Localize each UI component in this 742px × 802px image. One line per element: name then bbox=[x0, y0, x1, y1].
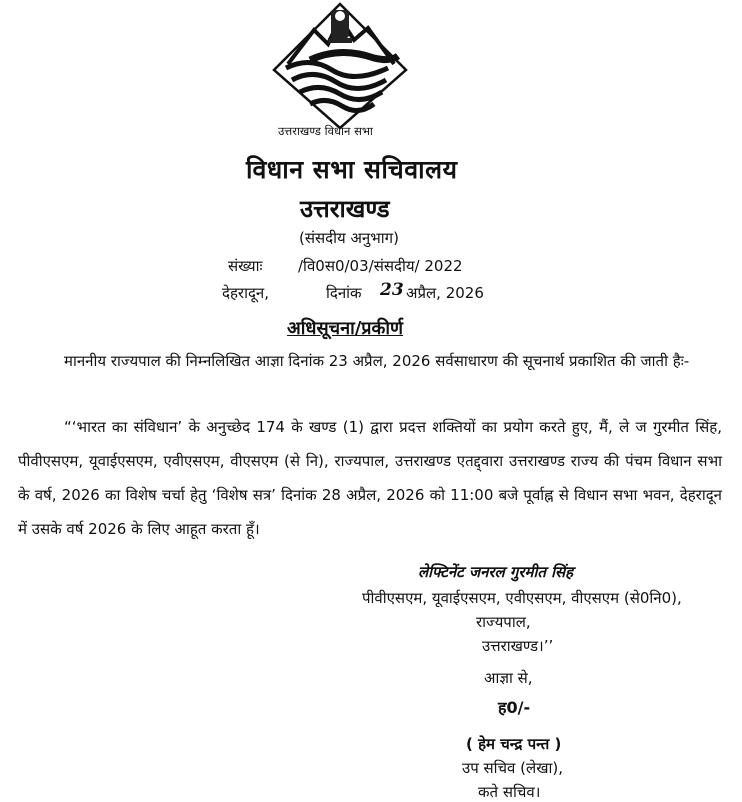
governor-decorations: पीवीएसएम, यूवाईएसएम, एवीएसएम, वीएसएम (से0नि0), bbox=[362, 589, 682, 607]
secretary-on-behalf: कते सचिव। bbox=[478, 783, 541, 801]
ref-date-prefix: दिनांक bbox=[326, 284, 362, 302]
ref-number-label: संख्याः bbox=[228, 257, 263, 275]
ref-place: देहरादून, bbox=[222, 284, 270, 302]
ref-number-value: /वि0स0/03/संसदीय/ 2022 bbox=[298, 257, 463, 275]
secretary-name: ( हेम चन्द्र पन्त ) bbox=[466, 735, 562, 753]
body-paragraph-1: माननीय राज्यपाल की निम्नलिखित आज्ञा दिनांक 23 अप्रैल, 2026 सर्वसाधारण की सूचनार्थ प्रकाशित की जाती हैः- bbox=[64, 352, 690, 370]
state-heading: उत्तराखण्ड bbox=[300, 195, 390, 223]
governor-title: राज्यपाल, bbox=[476, 613, 531, 631]
ref-date-handwritten-day: 23 bbox=[380, 280, 404, 300]
governor-state: उत्तराखण्ड।’’ bbox=[482, 637, 554, 655]
section-heading: (संसदीय अनुभाग) bbox=[299, 229, 399, 247]
signed-mark: ह0/- bbox=[498, 698, 531, 717]
notification-title: अधिसूचना/प्रकीर्ण bbox=[287, 318, 404, 339]
governor-name: लेफ्टिनेंट जनरल गुरमीत सिंह bbox=[418, 563, 574, 581]
emblem-caption: उत्तराखण्ड विधान सभा bbox=[278, 124, 373, 138]
body-paragraph-2: “‘भारत का संविधान’ के अनुच्छेद 174 के खण्ड (1) द्वारा प्रदत्त शक्तियों का प्रयोग करते हुए, मैं, ले ज गुरमीत सिंह, पीवीएसएम, यूवाईएसएम, एवीएसएम, वीएसएम (से नि), राज्यपाल, उत्तराखण्ड एतद्द्वारा उत्तराखण्ड राज्य की पंचम विधान सभा के वर्ष, 2026 का विशेष चर्चा हेतु ‘विशेष सत्र’ दिनांक 28 अप्रैल, 2026 को 11:00 बजे पूर्वाह्न से विधान सभा भवन, देहरादून में उसके वर्ष 2026 के लिए आहूत करता हूँ। bbox=[18, 418, 722, 538]
secretary-designation: उप सचिव (लेखा), bbox=[462, 759, 563, 777]
by-order-text: आज्ञा से, bbox=[484, 669, 533, 687]
ashoka-emblem-icon bbox=[328, 10, 352, 43]
org-heading: विधान सभा सचिवालय bbox=[246, 155, 458, 184]
uttarakhand-vidhan-sabha-emblem bbox=[270, 0, 410, 132]
ref-date-rest: अप्रैल, 2026 bbox=[406, 284, 484, 302]
